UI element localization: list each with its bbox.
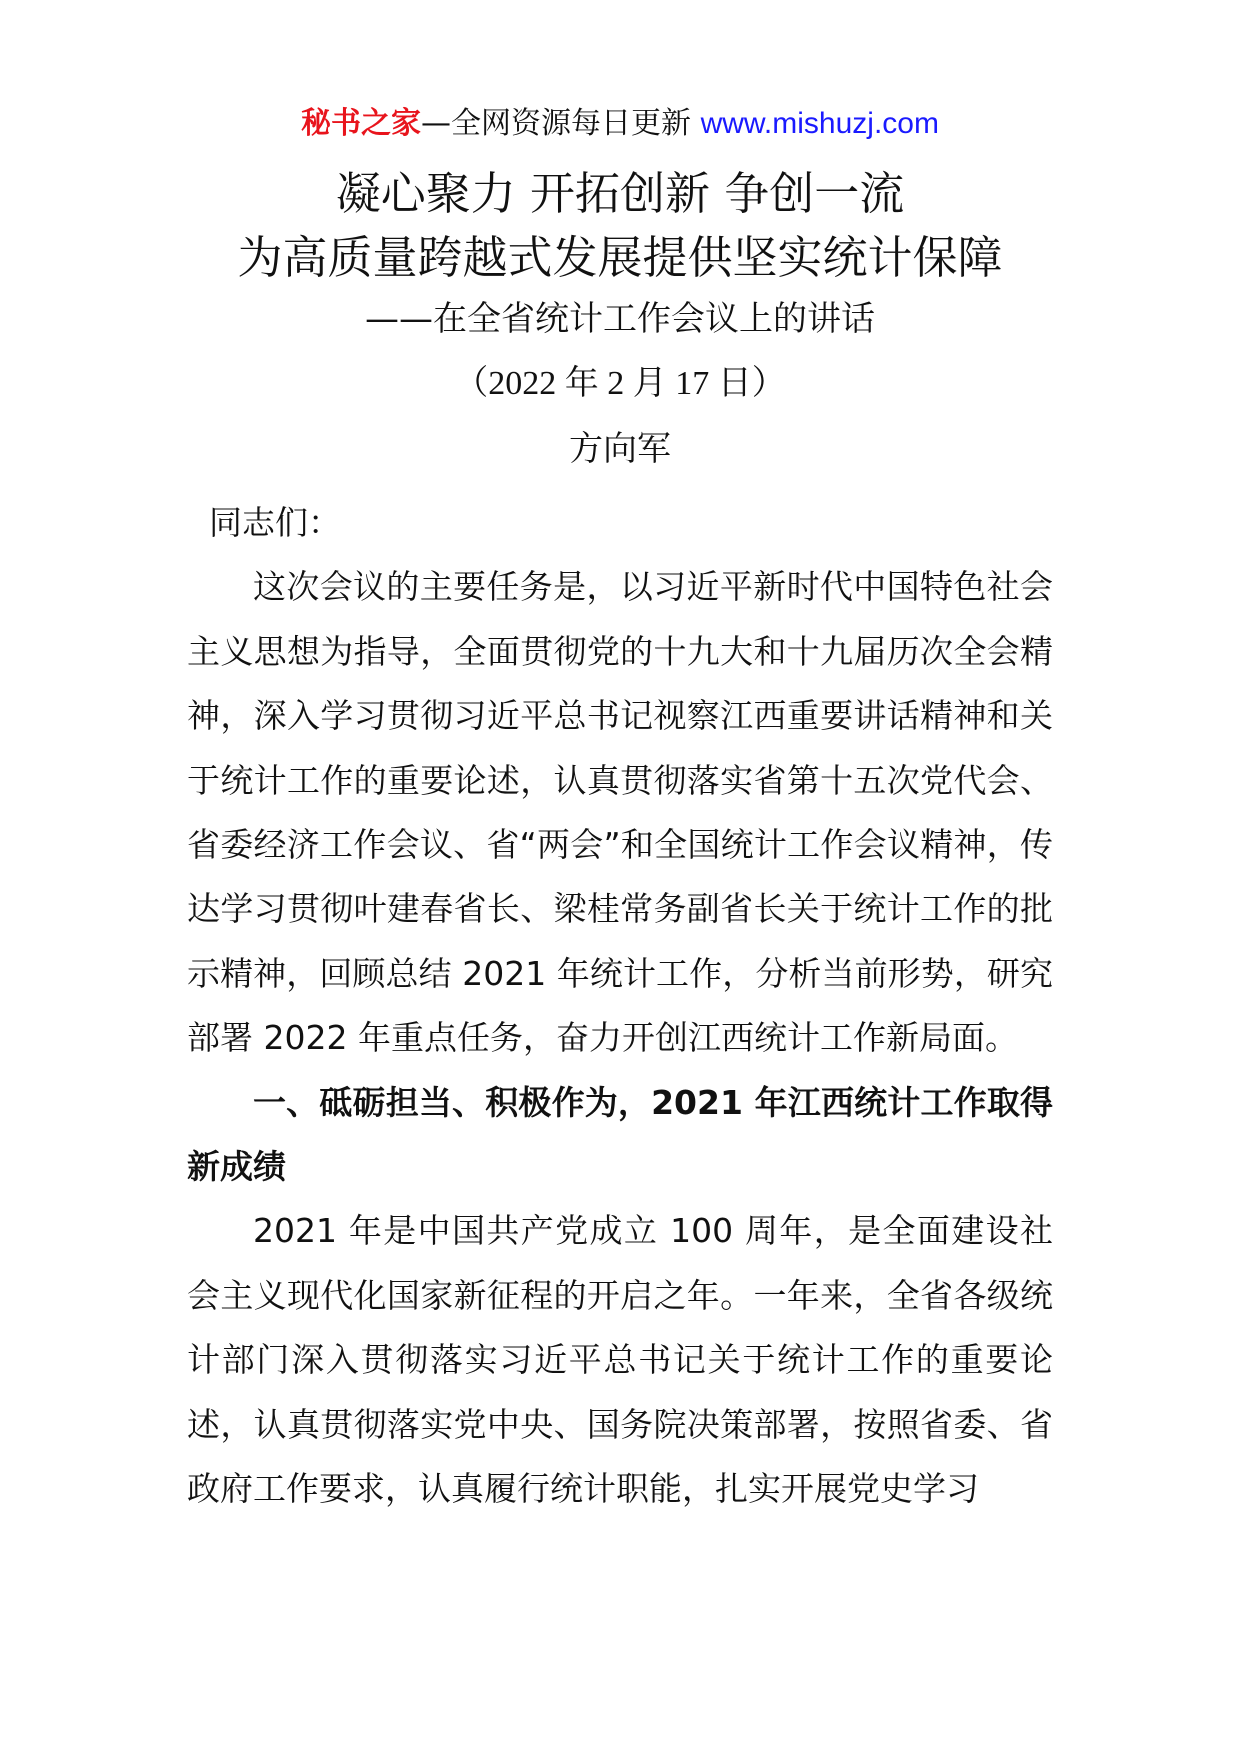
document-title-line-2: 为高质量跨越式发展提供坚实统计保障 xyxy=(237,231,1003,284)
site-url-link[interactable]: www.mishuzj.com xyxy=(700,107,939,140)
speech-date: （2022 年 2 月 17 日） xyxy=(454,365,786,402)
document-body xyxy=(187,491,1053,1522)
paragraph: 这次会议的主要任务是，以习近平新时代中国特色社会主义思想为指导，全面贯彻党的十九大和十九届历次全会精神，深入学习贯彻习近平总书记视察江西重要讲话精神和关于统计工作的重要论述，认真贯彻落实省第十五次党代会、省委经济工作会议、省“两会”和全国统计工作会议精神，传达学习贯彻叶建春省长、梁桂常务副省长关于统计工作的批示精神，回顾总结 2021 年统计工作，分析当前形势，研究部署 2022 年重点任务，奋力开创江西统计工作新局面。 xyxy=(187,567,1053,1058)
author-name: 方向军 xyxy=(569,429,671,469)
section-heading: 一、砥砺担当、积极作为，2021 年江西统计工作取得新成绩 xyxy=(187,1082,1053,1187)
document-subtitle: ——在全省统计工作会议上的讲话 xyxy=(365,299,875,339)
paragraph: 2021 年是中国共产党成立 100 周年，是全面建设社会主义现代化国家新征程的开启之年。一年来，全省各级统计部门深入贯彻落实习近平总书记关于统计工作的重要论述，认真贯彻落实党中央、国务院决策部署，按照省委、省政府工作要求，认真履行统计职能，扎实开展党史学习 xyxy=(187,1211,1053,1509)
document-title-line-1: 凝心聚力 开拓创新 争创一流 xyxy=(335,167,905,220)
site-slogan: —全网资源每日更新 xyxy=(421,106,692,141)
brand-name: 秘书之家 xyxy=(301,106,422,141)
greeting: 同志们： xyxy=(209,503,341,542)
site-header xyxy=(0,104,1240,144)
